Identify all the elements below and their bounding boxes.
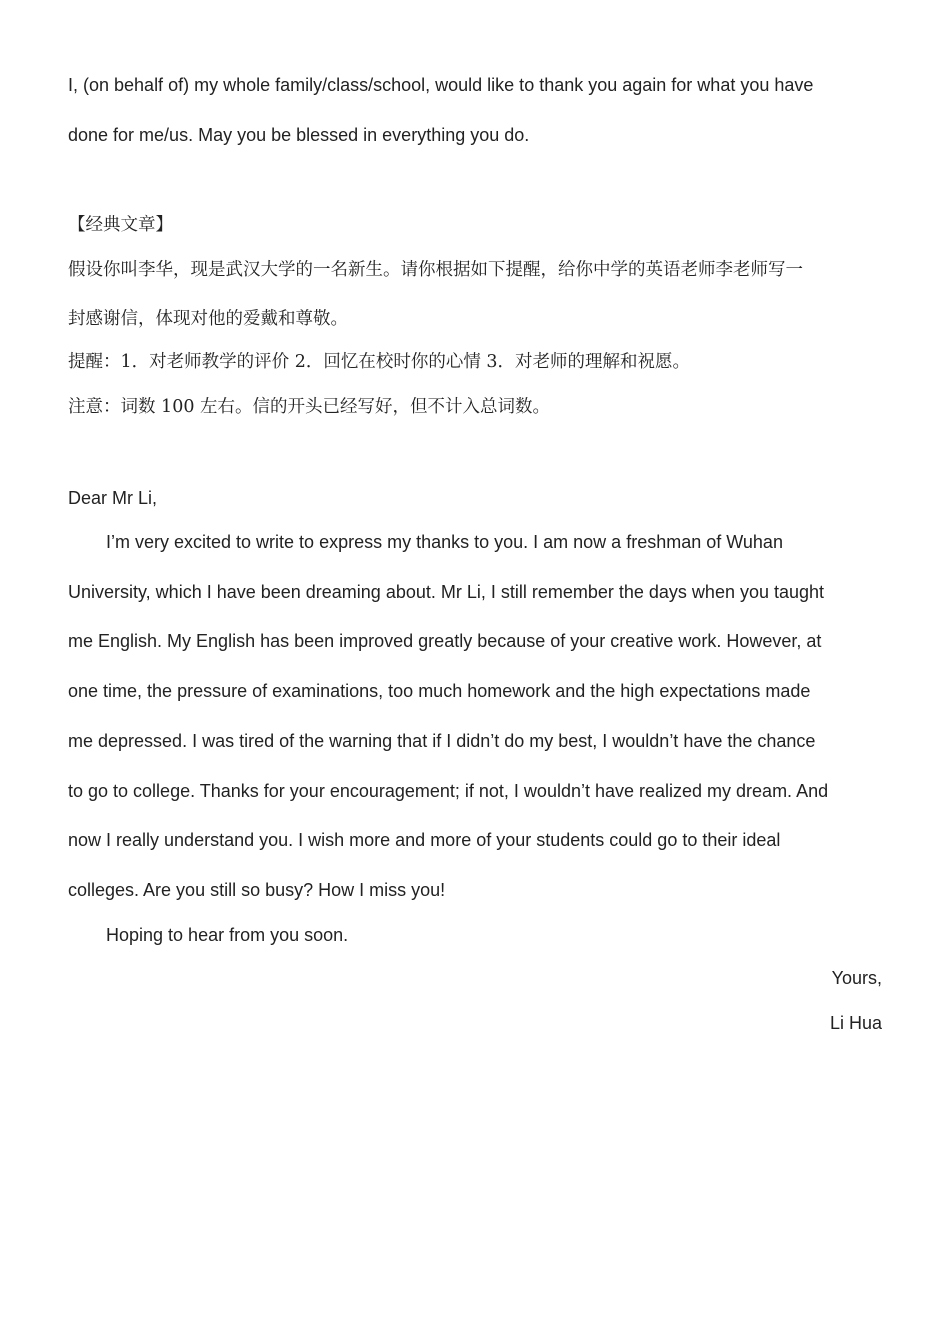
intro-line-2: done for me/us. May you be blessed in everything you do. <box>68 125 530 145</box>
intro-line-1: I, (on behalf of) my whole family/class/school, would like to thank you again for what you have <box>68 75 814 95</box>
letter-salutation: Dear Mr Li, <box>68 488 158 508</box>
prompt-hints: 提醒：1．对老师教学的评价 2．回忆在校时你的心情 3．对老师的理解和祝愿。 <box>68 352 691 372</box>
letter-signature: Li Hua <box>829 1013 882 1033</box>
letter-closing-line: Hoping to hear from you soon. <box>106 925 349 945</box>
letter-body-line: I’m very excited to write to express my thanks to you. I am now a freshman of Wuhan <box>106 532 783 552</box>
letter-body-line: University, which I have been dreaming about. Mr Li, I still remember the days when you taught <box>68 582 825 602</box>
letter-body-line: one time, the pressure of examinations, too much homework and the high expectations made <box>68 681 811 701</box>
letter-body-line: to go to college. Thanks for your encouragement; if not, I wouldn’t have realized my dream. And <box>68 781 829 801</box>
prompt-line-2: 封感谢信，体现对他的爱戴和尊敬。 <box>68 309 348 329</box>
letter-signoff: Yours, <box>831 968 882 988</box>
letter-body-line: me depressed. I was tired of the warning that if I didn’t do my best, I wouldn’t have the chance <box>68 731 816 751</box>
letter-body-line: colleges. Are you still so busy? How I miss you! <box>68 880 446 900</box>
prompt-note: 注意：词数 100 左右。信的开头已经写好，但不计入总词数。 <box>68 397 551 417</box>
section-heading: 【经典文章】 <box>68 215 173 235</box>
letter-body-line: now I really understand you. I wish more and more of your students could go to their ideal <box>68 830 781 850</box>
letter-body-line: me English. My English has been improved greatly because of your creative work. However, at <box>68 631 822 651</box>
prompt-line-1: 假设你叫李华，现是武汉大学的一名新生。请你根据如下提醒，给你中学的英语老师李老师写一 <box>68 260 803 280</box>
